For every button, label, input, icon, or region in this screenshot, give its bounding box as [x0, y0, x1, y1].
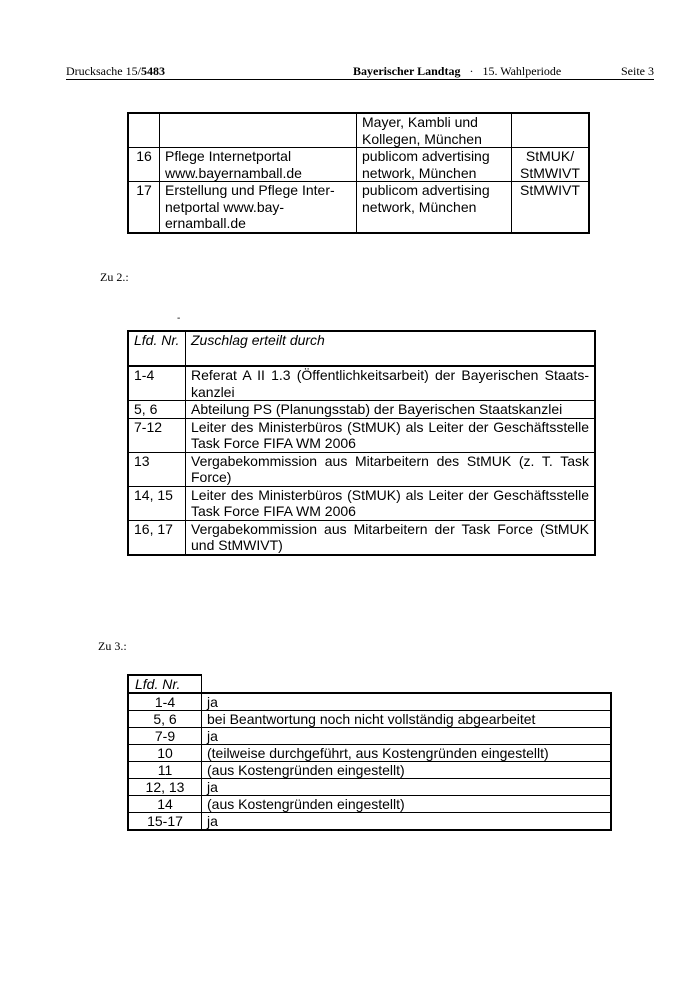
row-status: ja [202, 693, 612, 711]
row-authority [512, 113, 590, 148]
row-status: (aus Kostengründen eingestellt) [202, 796, 612, 813]
row-awarded-by: Abteilung PS (Planungsstab) der Bayerischen Staatskanzlei [186, 401, 596, 419]
row-status: ja [202, 813, 612, 831]
row-awarded-by: Leiter des Ministerbüros (StMUK) als Leiter der Geschäftsstelle Task Force FIFA WM 2006 [186, 418, 596, 452]
row-number: 1-4 [128, 693, 202, 711]
table-row [128, 182, 589, 233]
table-row [128, 113, 589, 148]
row-description: Pflege Internetportal www.bayernamball.de [160, 148, 357, 182]
table-row [128, 779, 611, 796]
table-row [128, 418, 595, 452]
row-number: 14, 15 [128, 486, 186, 520]
table-row [128, 486, 595, 520]
table-row [128, 452, 595, 486]
row-number [128, 113, 160, 148]
row-description [160, 113, 357, 148]
page-header [66, 64, 654, 80]
row-number: 14 [128, 796, 202, 813]
award-authority-table [127, 330, 596, 556]
stray-dash: - [177, 313, 181, 324]
legislative-period: 15. Wahlperiode [482, 64, 562, 78]
row-awarded-by: Vergabekommission aus Mitarbeitern des StMUK (z. T. Task Force) [186, 452, 596, 486]
row-description: Erstellung und Pflege Inter-netportal www.bay-ernamball.de [160, 182, 357, 233]
parliament-title: Bayerischer Landtag [353, 64, 461, 78]
row-contractor: publicom advertising network, München [357, 148, 512, 182]
document-number-bold: 5483 [140, 64, 165, 78]
row-contractor: Mayer, Kambli und Kollegen, München [357, 113, 512, 148]
table-row [128, 520, 595, 555]
row-number: 1-4 [128, 366, 186, 401]
header-separator: · [469, 64, 474, 78]
header-rule [66, 79, 654, 80]
row-status: ja [202, 728, 612, 745]
contracts-table [127, 112, 590, 234]
header-spacer [202, 675, 612, 693]
table-row [128, 366, 595, 401]
table-row [128, 711, 611, 728]
row-number: 15-17 [128, 813, 202, 831]
section-3-label: Zu 3.: [98, 639, 127, 653]
row-number: 11 [128, 762, 202, 779]
column-header-number: Lfd. Nr. [128, 675, 202, 693]
row-authority: StMUK/ StMWIVT [512, 148, 590, 182]
row-number: 5, 6 [128, 711, 202, 728]
row-number: 7-12 [128, 418, 186, 452]
row-status: (teilweise durchgeführt, aus Kostengründen eingestellt) [202, 745, 612, 762]
row-awarded-by: Leiter des Ministerbüros (StMUK) als Leiter der Geschäftsstelle Task Force FIFA WM 2006 [186, 486, 596, 520]
row-number: 16 [128, 148, 160, 182]
row-number: 12, 13 [128, 779, 202, 796]
row-status: (aus Kostengründen eingestellt) [202, 762, 612, 779]
row-number: 7-9 [128, 728, 202, 745]
table-header-row [128, 675, 611, 693]
row-status: ja [202, 779, 612, 796]
table-header-row [128, 331, 595, 366]
table-row [128, 401, 595, 419]
row-number: 10 [128, 745, 202, 762]
section-2-label: Zu 2.: [100, 270, 129, 284]
parliament-name [353, 64, 561, 79]
table-row [128, 813, 611, 831]
column-header-awarded-by: Zuschlag erteilt durch [186, 331, 596, 366]
table-row [128, 745, 611, 762]
page-number: Seite 3 [621, 64, 654, 78]
row-number: 5, 6 [128, 401, 186, 419]
document-number [66, 64, 165, 79]
document-number-prefix: Drucksache 15/ [66, 64, 141, 78]
row-number: 16, 17 [128, 520, 186, 555]
row-awarded-by: Referat A II 1.3 (Öffentlichkeitsarbeit) der Bayerischen Staats-kanzlei [186, 366, 596, 401]
table-row [128, 762, 611, 779]
row-contractor: publicom advertising network, München [357, 182, 512, 233]
table-row [128, 796, 611, 813]
table-row [128, 148, 589, 182]
row-authority: StMWIVT [512, 182, 590, 233]
implementation-status-table [127, 674, 612, 831]
row-number: 17 [128, 182, 160, 233]
row-awarded-by: Vergabekommission aus Mitarbeitern der Task Force (StMUK und StMWIVT) [186, 520, 596, 555]
row-status: bei Beantwortung noch nicht vollständig abgearbeitet [202, 711, 612, 728]
row-number: 13 [128, 452, 186, 486]
table-row [128, 728, 611, 745]
column-header-number: Lfd. Nr. [128, 331, 186, 366]
table-row [128, 693, 611, 711]
